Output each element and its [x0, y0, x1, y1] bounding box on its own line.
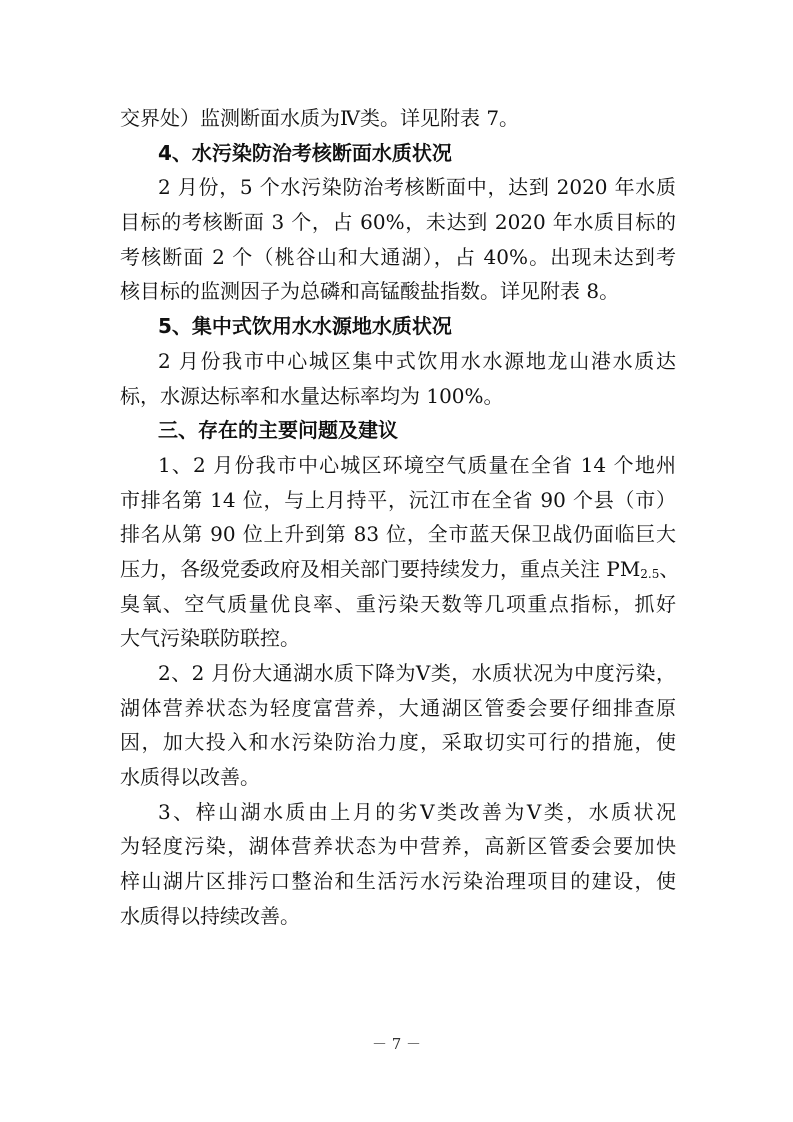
paragraph-line [120, 517, 676, 552]
paragraph-line [120, 691, 676, 726]
line-text: 市排名第 14 位，与上月持平，沅江市在全省 90 个县（市） [120, 487, 676, 512]
line-text: 标，水源达标率和水量达标率均为 100%。 [120, 383, 504, 408]
paragraph-line [120, 621, 676, 656]
line-text: 1、2 月份我市中心城区环境空气质量在全省 14 个地州 [158, 452, 676, 477]
paragraph-line [120, 101, 676, 136]
line-text: 2 月份我市中心城区集中式饮用水水源地龙山港水质达 [158, 348, 676, 373]
paragraph-line [120, 795, 676, 830]
paragraph-line [120, 864, 676, 899]
line-text: 5、集中式饮用水水源地水质状况 [158, 314, 452, 339]
section-heading [120, 413, 676, 448]
line-text: 4、水污染防治考核断面水质状况 [158, 140, 452, 165]
paragraph-line [120, 899, 676, 934]
line-text: 水质得以改善。 [120, 765, 260, 790]
line-text: 3、梓山湖水质由上月的劣Ⅴ类改善为Ⅴ类，水质状况 [158, 799, 676, 824]
line-text: 湖体营养状态为轻度富营养，大通湖区管委会要仔细排查原 [120, 695, 676, 720]
paragraph-line [120, 829, 676, 864]
paragraph-line [120, 552, 680, 587]
line-text: 水质得以持续改善。 [120, 903, 300, 928]
section-heading [120, 309, 676, 344]
paragraph-line [120, 170, 676, 205]
paragraph-line [120, 725, 676, 760]
line-text: 三、存在的主要问题及建议 [158, 418, 398, 443]
line-text: 核目标的监测因子为总磷和高锰酸盐指数。详见附表 8。 [120, 279, 620, 304]
paragraph-line [120, 379, 676, 414]
paragraph-line [120, 344, 676, 379]
line-text: 考核断面 2 个（桃谷山和大通湖），占 40%。出现未达到考 [120, 244, 676, 269]
paragraph-line [120, 760, 676, 795]
line-text: 臭氧、空气质量优良率、重污染天数等几项重点指标，抓好 [120, 591, 676, 616]
line-text: 大气污染联防联控。 [120, 626, 300, 651]
line-text: 目标的考核断面 3 个，占 60%，未达到 2020 年水质目标的 [120, 210, 676, 235]
line-text: 2 月份，5 个水污染防治考核断面中，达到 2020 年水质 [158, 175, 676, 200]
paragraph-line [120, 240, 676, 275]
page-number: － 7 － [371, 1035, 422, 1053]
document-body [120, 101, 680, 934]
section-heading [120, 136, 676, 171]
line-suffix: 、 [659, 556, 680, 581]
paragraph-line [120, 656, 676, 691]
line-text: 2、2 月份大通湖水质下降为Ⅴ类，水质状况为中度污染， [158, 661, 676, 685]
line-text: 压力，各级党委政府及相关部门要持续发力，重点关注 PM [120, 556, 641, 581]
paragraph-line [120, 205, 676, 240]
paragraph-line [120, 448, 676, 483]
paragraph-line [120, 587, 676, 622]
line-text: 排名从第 90 位上升到第 83 位，全市蓝天保卫战仍面临巨大 [120, 522, 676, 547]
line-text: 梓山湖片区排污口整治和生活污水污染治理项目的建设，使 [120, 869, 676, 894]
line-text: 因，加大投入和水污染防治力度，采取切实可行的措施，使 [120, 730, 676, 755]
subscript-text: 2.5 [640, 566, 660, 581]
paragraph-line [120, 483, 676, 518]
line-text: 为轻度污染，湖体营养状态为中营养，高新区管委会要加快 [120, 834, 676, 859]
paragraph-line [120, 274, 676, 309]
line-text: 交界处）监测断面水质为Ⅳ类。详见附表 7。 [120, 106, 520, 130]
